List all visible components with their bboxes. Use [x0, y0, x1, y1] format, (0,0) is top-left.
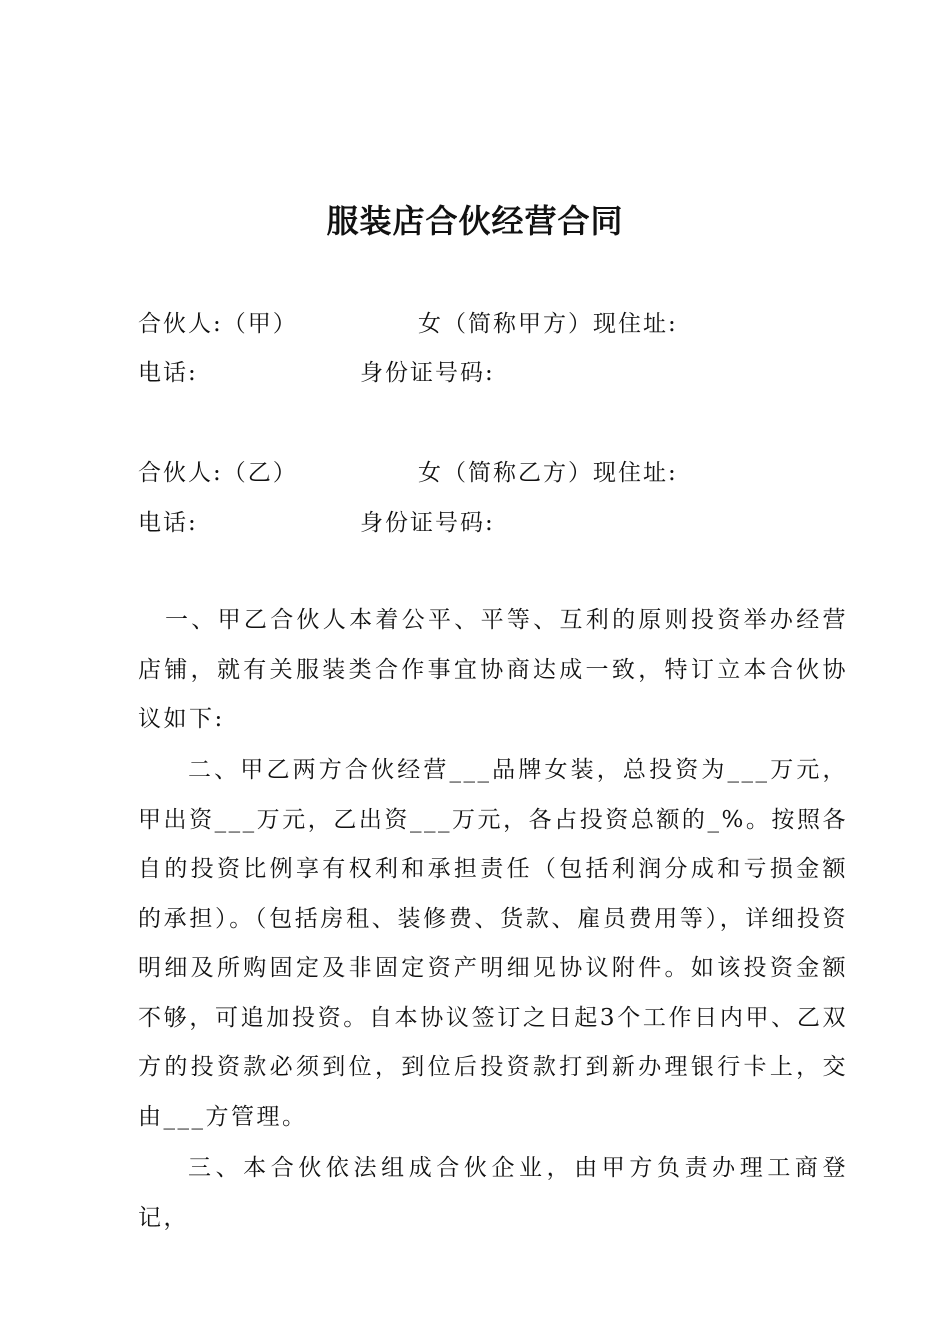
party-b-partner-label: 合伙人:（乙） [138, 460, 298, 486]
party-a-phone-label: 电话: [138, 360, 198, 386]
party-b-phone-label: 电话: [138, 510, 198, 536]
party-b-gender-address: 女（简称乙方）现住址: [418, 460, 678, 486]
clause-3: 三、本合伙依法组成合伙企业，由甲方负责办理工商登记， [138, 1155, 848, 1231]
party-b-id-label: 身份证号码: [360, 510, 495, 536]
clause-2: 二、甲乙两方合伙经营___品牌女装，总投资为___万元，甲出资___万元，乙出资___万元，各占投资总额的_%。按照各自的投资比例享有权利和承担责任（包括利润分成和亏损金额的承担）。（包括房租、装修费、货款、雇员费用等），详细投资明细及所购固定及非固定资产明细见协议附件。如该投资金额不够，可追加投资。自本协议签订之日起3个工作日内甲、乙双方的投资款必须到位，到位后投资款打到新办理银行卡上，交由___方管理。 [138, 757, 848, 1130]
party-a-partner-label: 合伙人:（甲） [138, 311, 298, 337]
document-title: 服装店合伙经营合同 [326, 202, 624, 240]
clause-1: 一、甲乙合伙人本着公平、平等、互利的原则投资举办经营店铺，就有关服装类合作事宜协商达成一致，特订立本合伙协议如下: [138, 607, 848, 732]
party-a-id-label: 身份证号码: [360, 360, 495, 386]
party-a-gender-address: 女（简称甲方）现住址: [418, 311, 678, 337]
